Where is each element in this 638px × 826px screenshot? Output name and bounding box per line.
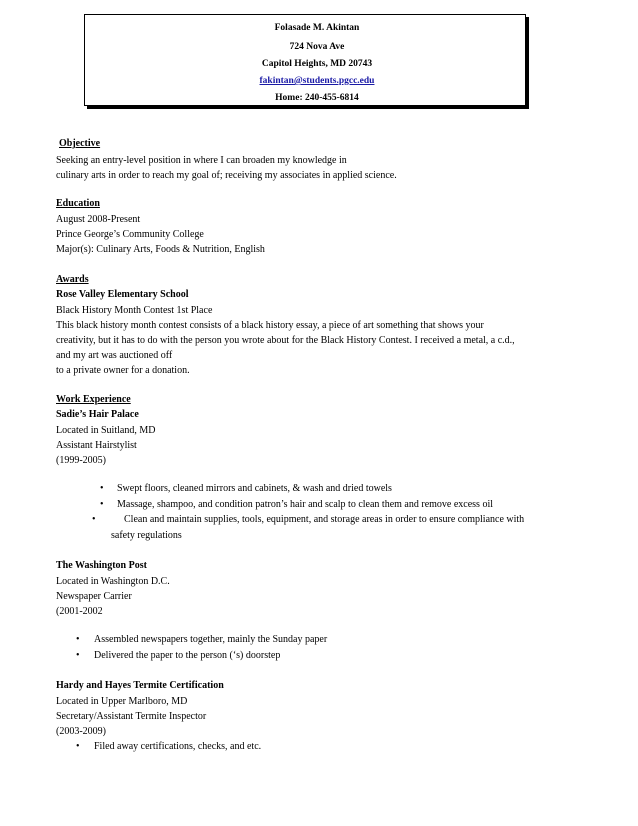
bullet-icon: • [100,499,104,510]
work-experience-heading: Work Experience [56,394,131,405]
job-bullet-text: Clean and maintain supplies, tools, equipment, and storage areas in order to ensure compliance with [124,514,525,525]
bullet-icon: • [100,483,104,494]
job-company: Hardy and Hayes Termite Certification [56,680,224,691]
award-line: to a private owner for a donation. [56,365,190,376]
bullet-icon: • [76,634,80,645]
job-detail: Located in Suitland, MD [56,425,156,436]
job-company: Sadie’s Hair Palace [56,409,139,420]
job-detail: Newspaper Carrier [56,591,132,602]
education-line: August 2008-Present [56,214,141,225]
city-state-zip: Capitol Heights, MD 20743 [261,59,373,69]
award-line: and my art was auctioned off [56,350,173,361]
award-line: This black history month contest consists of a black history essay, a piece of art something that shows your [56,320,484,331]
job-detail: (2003-2009) [56,726,106,737]
award-line: Black History Month Contest 1st Place [56,305,213,316]
education-line: Prince George’s Community College [56,229,204,240]
job-detail: (2001-2002 [56,606,103,617]
objective-heading: Objective [59,138,101,149]
bullet-icon: • [76,650,80,661]
job-detail: Located in Washington D.C. [56,576,170,587]
job-detail: (1999-2005) [56,455,106,466]
objective-line: culinary arts in order to reach my goal of; receiving my associates in applied science. [56,170,397,181]
job-bullet-text: Assembled newspapers together, mainly the Sunday paper [94,634,328,645]
job-detail: Assistant Hairstylist [56,440,137,451]
job-detail: Located in Upper Marlboro, MD [56,696,188,707]
job-bullet-text: Swept floors, cleaned mirrors and cabinets, & wash and dried towels [117,483,392,494]
bullet-icon: • [76,741,80,752]
job-bullet-text: Filed away certifications, checks, and etc. [94,741,262,752]
job-bullet-continuation: safety regulations [111,530,182,541]
award-school: Rose Valley Elementary School [56,289,189,300]
applicant-name: Folasade M. Akintan [274,23,360,33]
awards-heading: Awards [56,274,89,285]
bullet-icon: • [92,514,96,525]
award-line: creativity, but it has to do with the person you wrote about for the Black History Contest. I received a metal, a c.d., [56,335,515,346]
job-bullet-text: Massage, shampoo, and condition patron’s hair and scalp to clean them and remove excess oil [117,499,494,510]
objective-line: Seeking an entry-level position in where I can broaden my knowledge in [56,155,347,166]
job-company: The Washington Post [56,560,147,571]
contact-header-box [84,14,526,106]
job-detail: Secretary/Assistant Termite Inspector [56,711,207,722]
education-line: Major(s): Culinary Arts, Foods & Nutrition, English [56,244,265,255]
email-link[interactable]: fakintan@students.pgcc.edu [259,76,375,86]
phone-number: Home: 240-455-6814 [275,93,359,103]
job-bullet-text: Delivered the paper to the person (‘s) doorstep [94,650,281,661]
education-heading: Education [56,198,100,209]
street-address: 724 Nova Ave [289,42,345,52]
